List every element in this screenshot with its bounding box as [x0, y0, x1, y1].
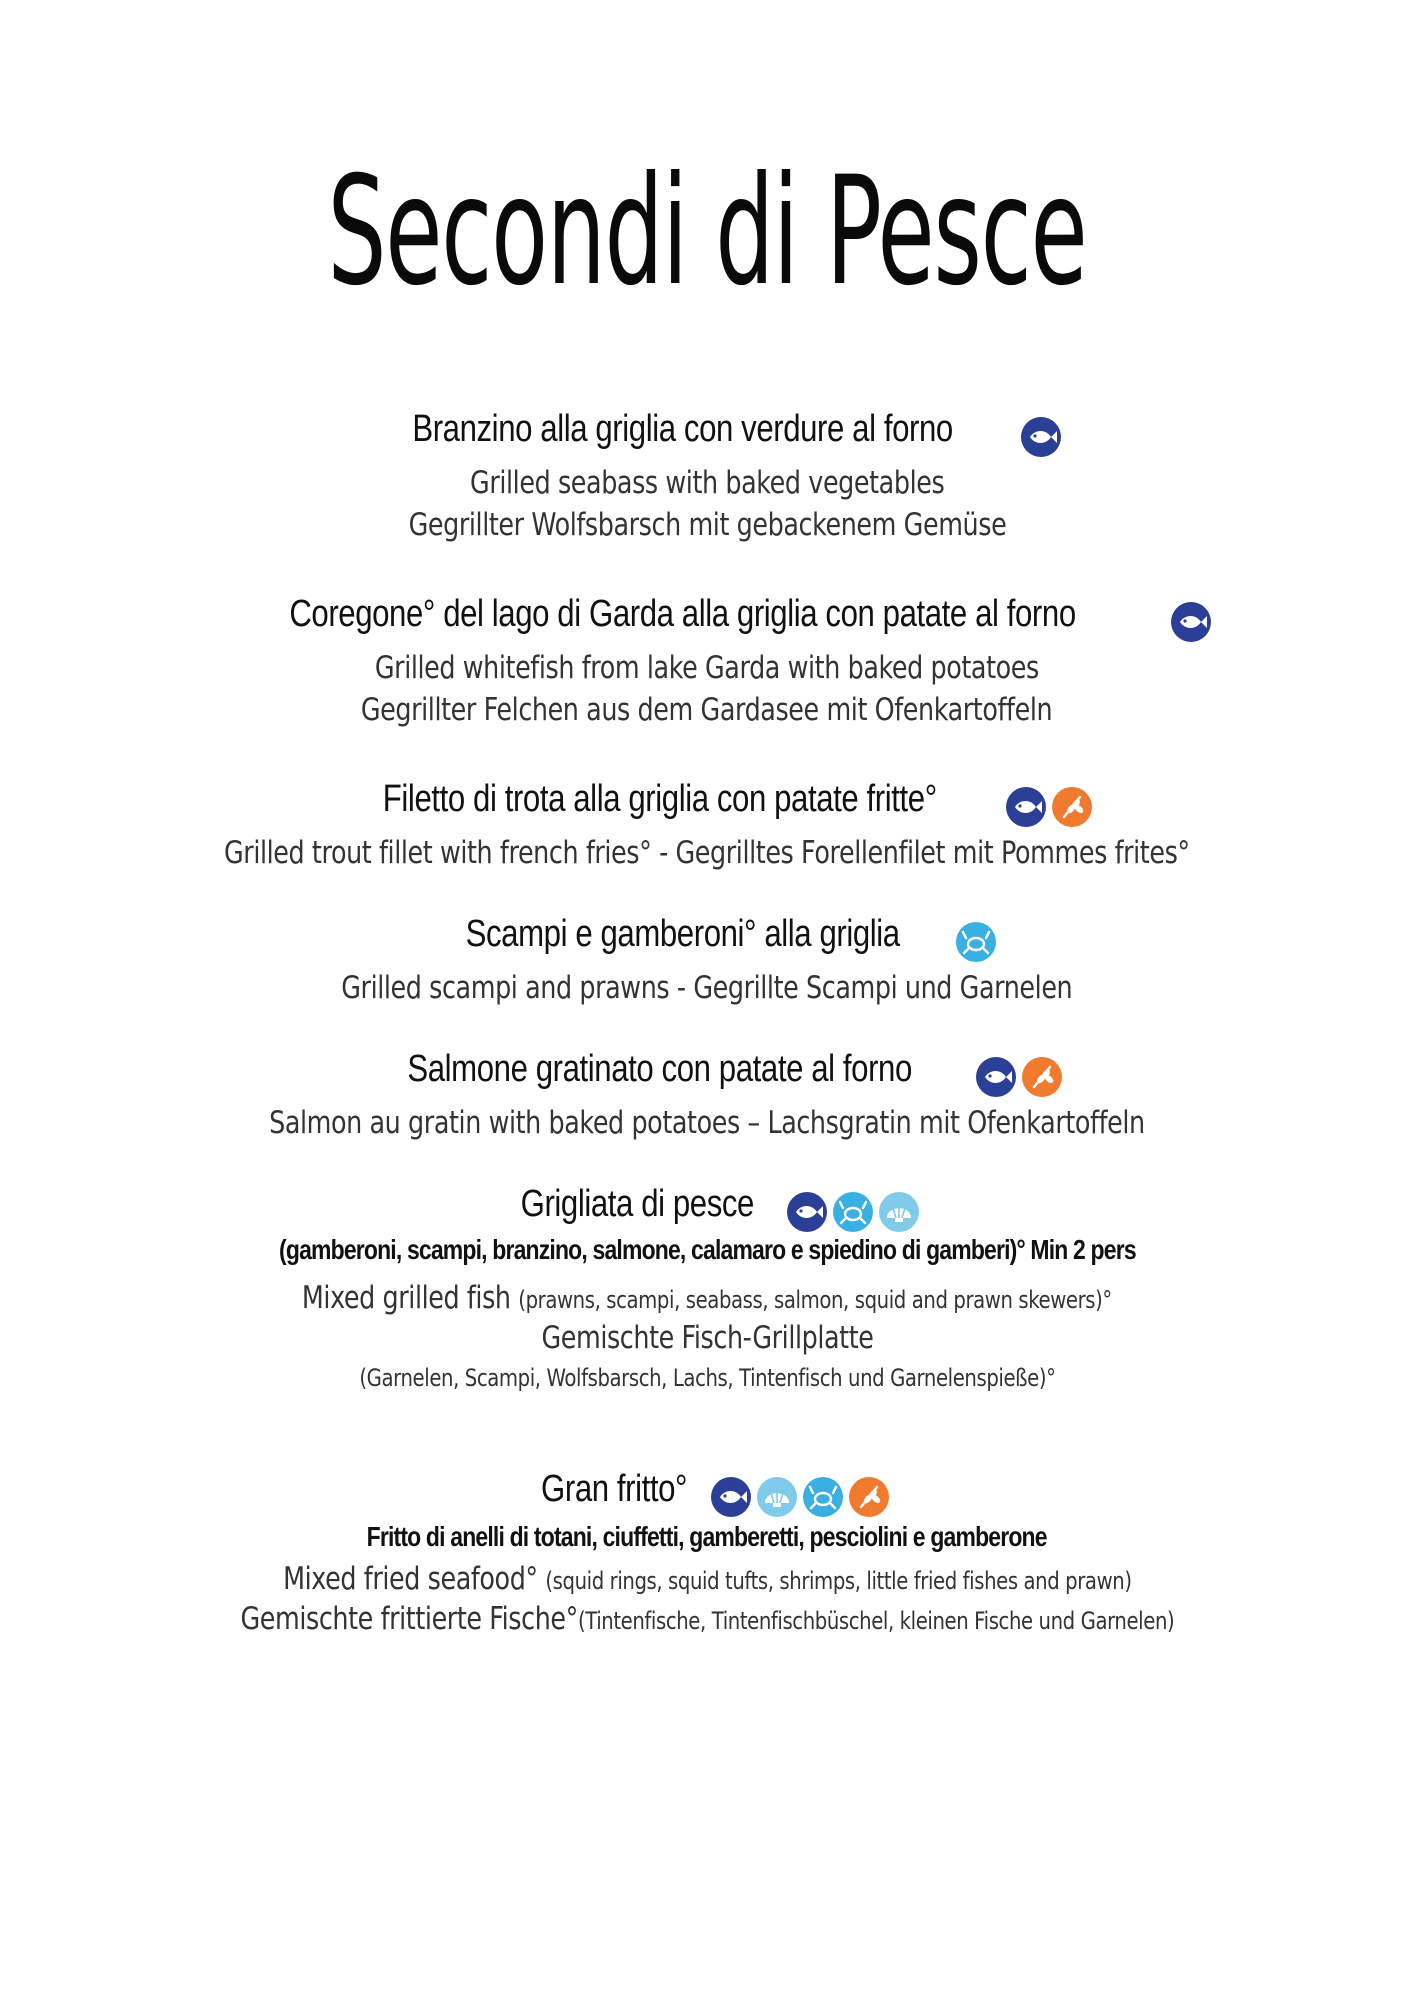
menu-item-salmone	[0, 1048, 1414, 1141]
menu-item-desc: Salmon au gratin with baked potatoes – Lachsgratin mit Ofenkartoffeln	[269, 1104, 1145, 1141]
menu-item-trota	[0, 778, 1414, 871]
wheat-icon	[1022, 1057, 1062, 1097]
menu-item-desc: Grilled scampi and prawns - Gegrillte Scampi und Garnelen	[341, 969, 1073, 1006]
menu-item-desc-en: Mixed grilled fish	[302, 1279, 519, 1316]
shell-icon	[879, 1192, 919, 1232]
menu-item-desc-de: Gemischte Fisch-Grillplatte	[540, 1319, 874, 1356]
menu-item-grigliata	[0, 1183, 1414, 1392]
menu-item-title: Filetto di trota alla griglia con patate fritte°	[383, 778, 937, 820]
menu-item-gran-fritto	[0, 1468, 1414, 1637]
menu-item-branzino	[0, 408, 1414, 543]
crab-icon	[956, 922, 996, 962]
menu-item-title: Gran fritto°	[540, 1468, 688, 1510]
menu-item-desc-de-detail: (Tintenfische, Tintenfischbüschel, kleinen Fische und Garnelen)	[577, 1606, 1174, 1635]
menu-item-title: Scampi e gamberoni° alla griglia	[465, 913, 901, 955]
menu-item-desc-en-detail: (squid rings, squid tufts, shrimps, little fried fishes and prawn)	[545, 1566, 1132, 1595]
menu-item-title: Salmone gratinato con patate al forno	[407, 1048, 913, 1090]
fish-icon	[1006, 787, 1046, 827]
menu-item-coregone	[0, 593, 1414, 728]
menu-item-desc-de: Gemischte frittierte Fische°	[240, 1600, 578, 1637]
menu-item-desc-en-detail: (prawns, scampi, seabass, salmon, squid and prawn skewers)°	[518, 1285, 1112, 1314]
menu-item-desc-de: Gegrillter Wolfsbarsch mit gebackenem Gemüse	[408, 506, 1006, 543]
menu-item-subtitle: Fritto di anelli di totani, ciuffetti, gamberetti, pesciolini e gamberone	[366, 1520, 1048, 1552]
menu-item-desc-en: Mixed fried seafood°	[282, 1560, 546, 1597]
menu-item-title: Grigliata di pesce	[520, 1183, 754, 1225]
fish-icon	[1171, 602, 1211, 642]
menu-item-title: Coregone° del lago di Garda alla griglia con patate al forno	[289, 593, 1077, 635]
menu-item-subtitle: (gamberoni, scampi, branzino, salmone, calamaro e spiedino di gamberi)° Min 2 pers	[278, 1233, 1136, 1265]
wheat-icon	[1052, 787, 1092, 827]
shell-icon	[757, 1477, 797, 1517]
menu-item-desc: Grilled trout fillet with french fries° - Gegrilltes Forellenfilet mit Pommes frites°	[224, 834, 1190, 871]
crab-icon	[833, 1192, 873, 1232]
fish-icon	[787, 1192, 827, 1232]
menu-item-title: Branzino alla griglia con verdure al forno	[412, 408, 954, 450]
menu-item-desc-de: Gegrillter Felchen aus dem Gardasee mit Ofenkartoffeln	[361, 691, 1053, 728]
fish-icon	[711, 1477, 751, 1517]
menu-item-scampi	[0, 913, 1414, 1006]
menu-item-desc-de-detail: (Garnelen, Scampi, Wolfsbarsch, Lachs, Tintenfisch und Garnelenspieße)°	[358, 1363, 1056, 1392]
fish-icon	[1021, 417, 1061, 457]
menu-item-desc-en: Grilled whitefish from lake Garda with baked potatoes	[375, 649, 1039, 686]
page-title: Secondi di Pesce	[327, 145, 1087, 319]
wheat-icon	[849, 1477, 889, 1517]
menu-item-desc-en: Grilled seabass with baked vegetables	[469, 464, 945, 501]
crab-icon	[803, 1477, 843, 1517]
fish-icon	[976, 1057, 1016, 1097]
